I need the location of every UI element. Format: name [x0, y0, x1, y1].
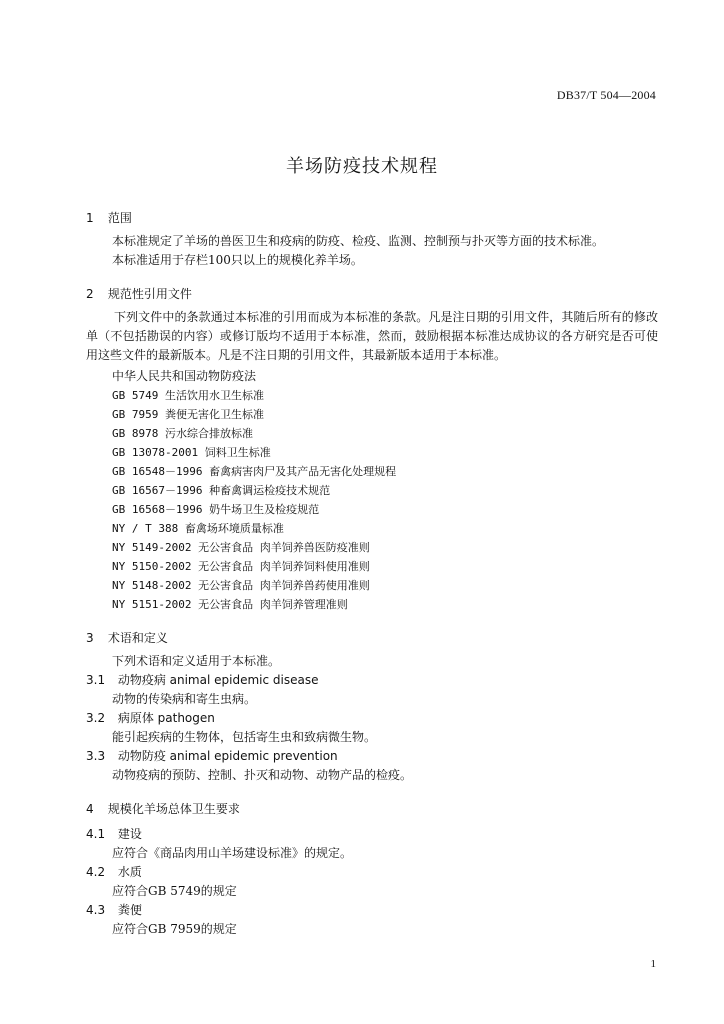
subsection-number: 4.3 [86, 903, 106, 917]
standard-code: DB37/T 504—2004 [556, 88, 656, 102]
term-number: 3.3 [86, 749, 106, 763]
paragraph: 下列术语和定义适用于本标准。 [112, 654, 281, 668]
term-number: 3.1 [86, 673, 106, 687]
section-number: 4 [86, 802, 94, 816]
reference-item: GB 8978 污水综合排放标准 [112, 427, 253, 440]
section-title: 范围 [107, 211, 132, 225]
term-heading [86, 671, 658, 690]
page-number: 1 [650, 958, 656, 970]
term-title: 动物防疫 animal epidemic prevention [117, 749, 338, 763]
reference-item: NY 5151-2002 无公害食品 肉羊饲养管理准则 [112, 598, 348, 611]
subsection-title: 建设 [117, 827, 142, 841]
paragraph: 本标准适用于存栏100只以上的规模化养羊场。 [112, 253, 363, 267]
reference-item: 中华人民共和国动物防疫法 [112, 369, 257, 383]
reference-item: GB 16568－1996 奶牛场卫生及检疫规范 [112, 503, 320, 516]
section-number: 2 [86, 287, 94, 301]
paragraph: 本标准规定了羊场的兽医卫生和疫病的防疫、检疫、监测、控制预与扑灭等方面的技术标准。 [112, 234, 605, 248]
section-number: 3 [86, 631, 94, 645]
subsection-text: 应符合GB 7959的规定 [112, 922, 237, 936]
reference-item: GB 5749 生活饮用水卫生标准 [112, 389, 264, 402]
term-title: 病原体 pathogen [117, 711, 215, 725]
term-number: 3.2 [86, 711, 106, 725]
subsection-heading [86, 825, 658, 844]
reference-item: GB 16548－1996 畜禽病害肉尸及其产品无害化处理规程 [112, 465, 397, 478]
term-heading [86, 709, 658, 728]
document-body [86, 208, 658, 939]
section-title: 规模化羊场总体卫生要求 [107, 802, 240, 816]
term-title: 动物疫病 animal epidemic disease [117, 673, 319, 687]
section-4-heading [86, 799, 658, 819]
subsection-title: 水质 [117, 865, 142, 879]
reference-item: NY / T 388 畜禽场环境质量标准 [112, 522, 284, 535]
reference-item: GB 13078-2001 饲料卫生标准 [112, 446, 271, 459]
subsection-text: 应符合GB 5749的规定 [112, 884, 237, 898]
term-definition: 动物的传染病和寄生虫病。 [112, 692, 257, 706]
section-1-heading [86, 208, 658, 228]
reference-item: NY 5150-2002 无公害食品 肉羊饲养饲料使用准则 [112, 560, 370, 573]
subsection-number: 4.2 [86, 865, 106, 879]
subsection-title: 粪便 [117, 903, 142, 917]
reference-item: NY 5149-2002 无公害食品 肉羊饲养兽医防疫准则 [112, 541, 370, 554]
subsection-heading [86, 901, 658, 920]
reference-item: GB 16567－1996 种畜禽调运检疫技术规范 [112, 484, 331, 497]
reference-item: GB 7959 粪便无害化卫生标准 [112, 408, 264, 421]
term-heading [86, 747, 658, 766]
reference-item: NY 5148-2002 无公害食品 肉羊饲养兽药使用准则 [112, 579, 370, 592]
term-definition: 动物疫病的预防、控制、扑灭和动物、动物产品的检疫。 [112, 768, 413, 782]
section-2-heading [86, 284, 658, 304]
paragraph: 下列文件中的条款通过本标准的引用而成为本标准的条款。凡是注日期的引用文件，其随后所有的修改单（不包括勘误的内容）或修订版均不适用于本标准，然而，鼓励根据本标准达成协议的各方研究是否可使用这些文件的最新版本。凡是不注日期的引用文件，其最新版本适用于本标准。 [86, 310, 658, 362]
subsection-number: 4.1 [86, 827, 106, 841]
section-title: 规范性引用文件 [107, 287, 192, 301]
section-title: 术语和定义 [107, 631, 168, 645]
section-number: 1 [86, 211, 94, 225]
term-definition: 能引起疾病的生物体，包括寄生虫和致病微生物。 [112, 730, 377, 744]
reference-list [86, 367, 658, 614]
subsection-heading [86, 863, 658, 882]
subsection-text: 应符合《商品肉用山羊场建设标准》的规定。 [112, 846, 353, 860]
section-3-heading [86, 628, 658, 648]
document-title: 羊场防疫技术规程 [286, 156, 438, 177]
